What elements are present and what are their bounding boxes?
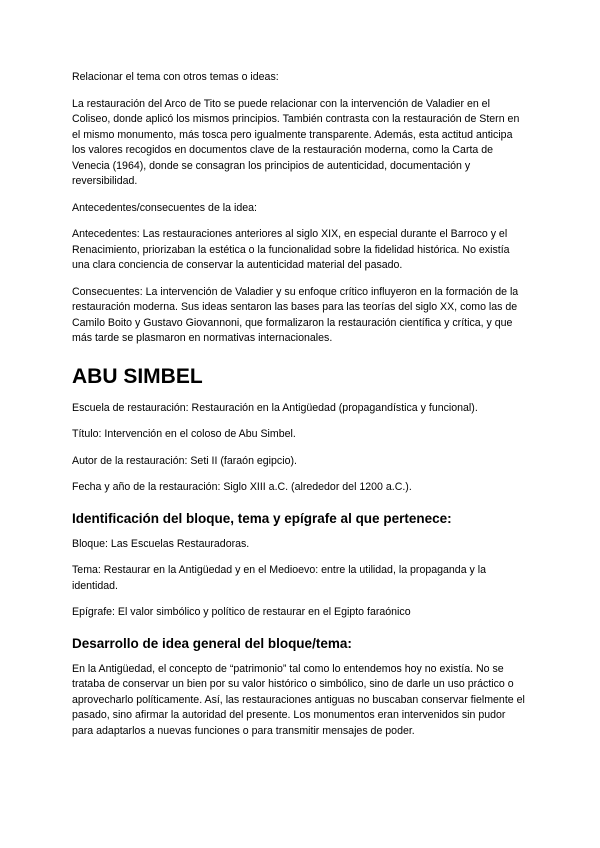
development-paragraph: En la Antigüedad, el concepto de “patrimonio” tal como lo entendemos hoy no existía. No se trataba de conservar un bien por su valor histórico o simbólico, sino de darle un uso práctico o aprovecharlo políticamente. Así, las restauraciones antiguas no buscaban conservar fielmente el pasado, sino afirmar la autoridad del presente. Los monumentos eran intervenidos sin pudor para adaptarlos a nuevas funciones o para transmitir mensajes de poder. <box>72 662 525 737</box>
section-title: ABU SIMBEL <box>72 364 203 388</box>
antecedents-heading: Antecedentes/consecuentes de la idea: <box>72 201 257 214</box>
relate-heading: Relacionar el tema con otros temas o ideas: <box>72 71 279 83</box>
school-line: Escuela de restauración: Restauración en la Antigüedad (propagandística y funcional). <box>72 401 478 414</box>
work-title-line: Título: Intervención en el coloso de Abu Simbel. <box>72 428 296 440</box>
relate-paragraph: La restauración del Arco de Tito se puede relacionar con la intervención de Valadier en el Coliseo, donde aplicó los mismos principios. También contrasta con la restauración de Stern en el mismo monumento, más tosca pero igualmente transparente. Además, esta actitud anticipa los valores recogidos en documentos clave de la restauración moderna, como la Carta de Venecia (1964), donde se consagran los principios de autenticidad, documentación y reversibilidad. <box>72 97 520 187</box>
development-heading: Desarrollo de idea general del bloque/tema: <box>72 635 352 651</box>
author-line: Autor de la restauración: Seti II (faraón egipcio). <box>72 454 297 467</box>
identification-heading: Identificación del bloque, tema y epígrafe al que pertenece: <box>72 510 452 526</box>
date-line: Fecha y año de la restauración: Siglo XIII a.C. (alrededor del 1200 a.C.). <box>72 481 412 493</box>
consequents-paragraph: Consecuentes: La intervención de Valadier y su enfoque crítico influyeron en la formación de la restauración moderna. Sus ideas sentaron las bases para las teorías del siglo XX, como las de Camilo Boito y Gustavo Giovannoni, que formalizaron la restauración científica y crítica, y que más tarde se plasmaron en normativas internacionales. <box>72 285 519 344</box>
page-content <box>72 70 528 750</box>
block-line: Bloque: Las Escuelas Restauradoras. <box>72 537 250 550</box>
epigraph-line: Epígrafe: El valor simbólico y político de restaurar en el Egipto faraónico <box>72 606 411 618</box>
theme-line: Tema: Restaurar en la Antigüedad y en el Medioevo: entre la utilidad, la propaganda y la identidad. <box>72 564 487 592</box>
antecedents-paragraph: Antecedentes: Las restauraciones anteriores al siglo XIX, en especial durante el Barroco y el Renacimiento, priorizaban la estética o la funcionalidad sobre la fidelidad histórica. No existía una clara conciencia de conservar la autenticidad material del pasado. <box>72 228 510 271</box>
